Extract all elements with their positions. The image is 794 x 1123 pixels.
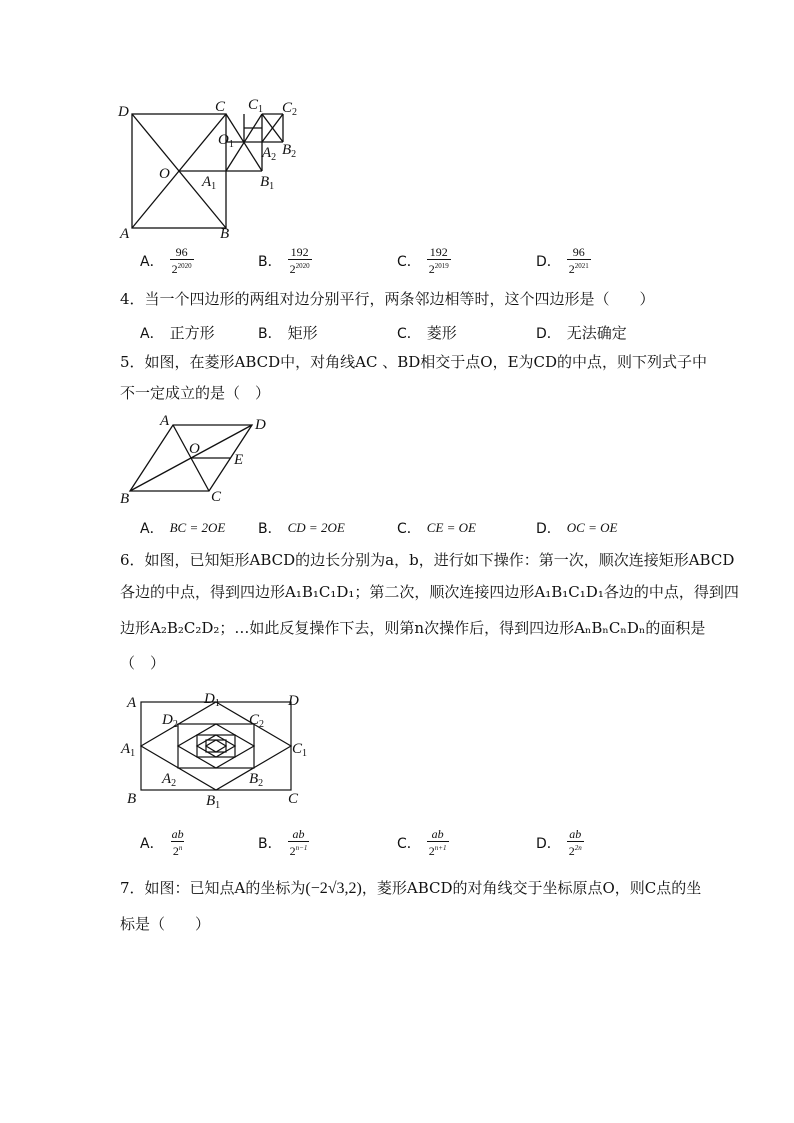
q3-option-c[interactable] [397,246,451,276]
q3-label-A1: $A_1$ [202,174,217,192]
option-label: C． [397,254,421,270]
q5-option-c[interactable]: C． CE = OE [397,520,476,537]
q5-figure [114,410,284,514]
fraction: $\frac{192}{2^{2020}}$ [289,245,310,276]
option-label: B． [258,254,282,270]
q5-label-A: A [160,413,170,429]
fraction: $\frac{96}{2^{2020}}$ [171,245,192,276]
q5-question-line1: 5．如图，在菱形ABCD中，对角线AC 、BD相交于点O，E为CD的中点，则下列式子中 [120,353,708,371]
q6-question-line2: 各边的中点，得到四边形A₁B₁C₁D₁；第二次，顺次连接四边形A₁B₁C₁D₁各边的中点，得到四 [120,583,739,601]
q3-label-B1: $B_1$ [260,174,275,192]
q6-label-B2: $B_2$ [249,771,264,789]
q7-question-line1: 7．如图：已知点A的坐标为(−2√3,2)，菱形ABCD的对角线交于坐标原点O，则C点的坐 [120,879,702,897]
q6-label-C2: $C_2$ [249,712,265,730]
q3-label-C: C [215,99,226,115]
q4-option-b[interactable]: B． 矩形 [258,324,318,342]
q6-option-a[interactable]: A． $\frac{ab}{2^n}$ [140,827,184,858]
q6-label-C1: $C_1$ [292,741,308,759]
q3-label-D: D [118,104,129,120]
fraction: $\frac{ab}{2^{2n}}$ [568,827,582,858]
q5-label-B: B [120,491,130,507]
q3-label-O1: $O_1$ [218,132,234,150]
fraction: $\frac{96}{2^{2021}}$ [568,245,589,276]
q3-label-C2: $C_2$ [282,100,298,118]
q5-option-a[interactable]: A． BC = 2OE [140,520,226,537]
q6-question-line4: （ ） [120,654,166,672]
q3-label-A: A [120,226,130,242]
q4-option-a[interactable]: A． 正方形 [140,324,215,342]
q6-label-A: A [127,695,137,711]
q3-label-C1: $C_1$ [248,97,264,115]
q6-label-A1: $A_1$ [121,741,136,759]
q5-label-E: E [234,452,244,468]
q6-option-b[interactable]: B． $\frac{ab}{2^{n-1}}$ [258,827,308,858]
q3-label-O: O [159,166,170,182]
q6-label-C: C [288,791,299,807]
q3-label-A2: $A_2$ [262,145,277,163]
q5-option-b[interactable]: B． CD = 2OE [258,520,345,537]
q3-figure [110,92,310,246]
fraction: $\frac{ab}{2^{n-1}}$ [289,827,308,858]
q3-label-B: B [220,226,230,242]
q4-question-text: 4．当一个四边形的两组对边分别平行，两条邻边相等时，这个四边形是（ ） [120,290,655,308]
q3-option-b[interactable] [258,246,312,276]
q6-label-D2: $D_2$ [162,712,178,730]
q5-label-C: C [211,489,222,505]
q6-question-line3: 边形A₂B₂C₂D₂；…如此反复操作下去，则第n次操作后，得到四边形AₙBₙCₙDₙ的面积是 [120,619,706,637]
q6-option-c[interactable]: C． $\frac{ab}{2^{n+1}}$ [397,827,447,858]
q6-option-d[interactable]: D． $\frac{ab}{2^{2n}}$ [536,827,582,858]
q6-label-B: B [127,791,137,807]
q6-label-D1: $D_1$ [204,691,220,709]
q7-question-line2: 标是（ ） [120,915,211,933]
q5-label-O: O [189,441,200,457]
q5-label-D: D [255,417,266,433]
q4-option-c[interactable]: C． 菱形 [397,324,457,342]
q3-label-B2: $B_2$ [282,142,297,160]
option-label: A． [140,254,164,270]
q4-option-d[interactable]: D． 无法确定 [536,324,627,342]
fraction: $\frac{192}{2^{2019}}$ [428,245,449,276]
q7-coordinate: (−2√3,2) [305,880,362,897]
q6-figure [116,686,326,816]
q6-label-B1: $B_1$ [206,793,221,811]
q3-option-d[interactable] [536,246,591,276]
fraction: $\frac{ab}{2^n}$ [171,827,184,858]
q5-question-line2: 不一定成立的是（ ） [120,384,271,402]
q6-label-A2: $A_2$ [162,771,177,789]
fraction: $\frac{ab}{2^{n+1}}$ [428,827,447,858]
q3-option-a[interactable] [140,246,194,276]
q6-label-D: D [288,693,299,709]
q6-question-line1: 6．如图，已知矩形ABCD的边长分别为a，b，进行如下操作：第一次，顺次连接矩形ABCD [120,551,735,569]
q5-option-d[interactable]: D． OC = OE [536,520,618,537]
option-label: D． [536,254,561,270]
